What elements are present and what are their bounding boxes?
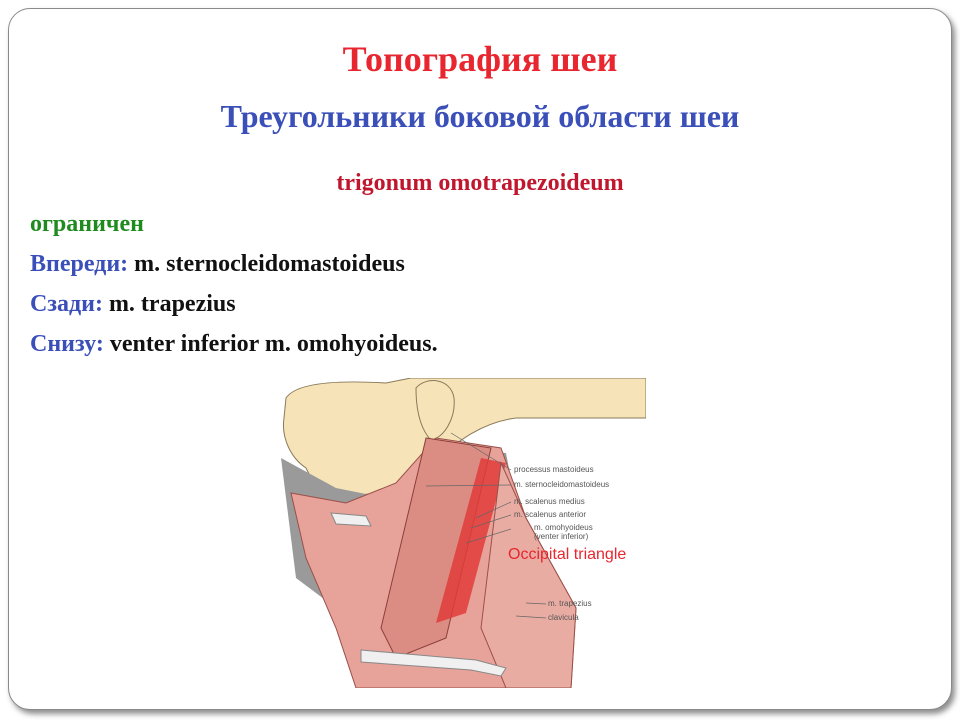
- label-occipital-triangle: Occipital triangle: [508, 546, 627, 563]
- label-scm: m. sternocleidomastoideus: [514, 480, 610, 489]
- slide-subtitle: Треугольники боковой области шеи: [220, 98, 740, 134]
- label-trapezius: m. trapezius: [548, 599, 592, 608]
- border-bottom-label: Снизу:: [30, 331, 104, 357]
- borders-list: [30, 204, 438, 364]
- slide-title: Топография шеи: [342, 39, 618, 79]
- label-scalenus-anterior: m. scalenus anterior: [514, 510, 587, 519]
- label-mastoid: processus mastoideus: [514, 465, 594, 474]
- neck-anatomy-illustration: [276, 378, 646, 688]
- border-bottom: [30, 324, 438, 364]
- label-omohyoideus: m. omohyoideus: [534, 523, 593, 532]
- bounded-heading: ограничен: [30, 211, 144, 237]
- label-clavicula: clavicula: [548, 613, 579, 622]
- label-venter-inferior: (venter inferior): [534, 532, 589, 541]
- label-scalenus-medius: m. scalenus medius: [514, 497, 585, 506]
- border-back-label: Сзади:: [30, 291, 103, 317]
- border-back: [30, 284, 438, 324]
- border-bottom-value: venter inferior m. omohyoideus.: [109, 331, 438, 357]
- border-back-value: m. trapezius: [108, 291, 236, 317]
- border-front: [30, 244, 438, 284]
- border-front-label: Впереди:: [30, 251, 129, 277]
- border-front-value: m. sternocleidomastoideus: [134, 251, 405, 277]
- latin-term: trigonum omotrapezoideum: [336, 170, 624, 196]
